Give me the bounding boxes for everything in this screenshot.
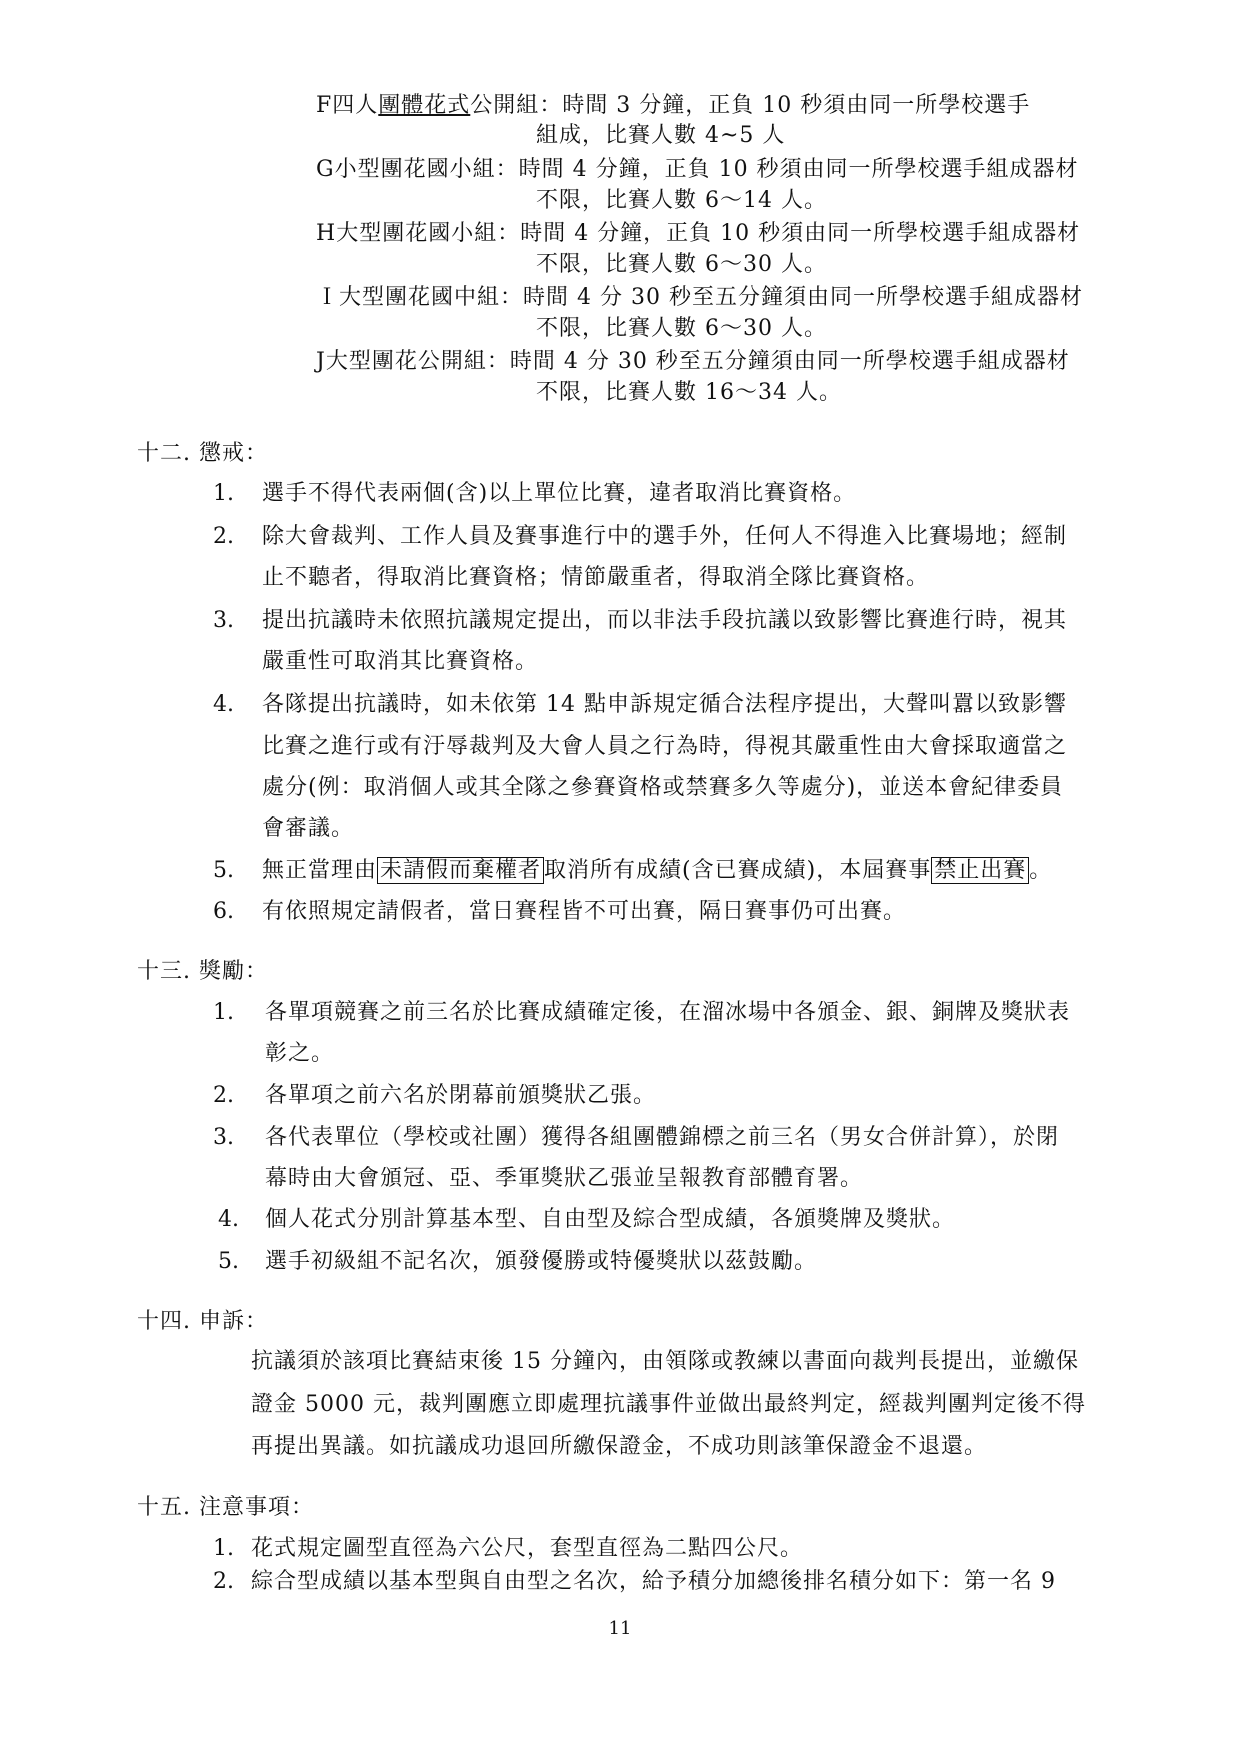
- category-j-line2: 不限，比賽人數 16～34 人。: [536, 380, 842, 405]
- s14-text-3: 再提出異議。如抗議成功退回所繳保證金，不成功則該筆保證金不退還。: [251, 1434, 988, 1459]
- section-13-heading: 十三. 獎勵：: [137, 959, 268, 984]
- category-code: J: [316, 349, 326, 374]
- s13-item1-text-2: 彰之。: [265, 1041, 335, 1066]
- category-name: 大型團花公開組: [325, 349, 487, 374]
- category-name: 大型團花國中組: [339, 285, 501, 310]
- category-code: H: [316, 221, 337, 246]
- category-h-line2: 不限，比賽人數 6～30 人。: [536, 252, 827, 277]
- s12-item4-text-4: 會審議。: [262, 816, 355, 841]
- s15-item2-num: 2.: [213, 1569, 234, 1594]
- s15-item1-text: 花式規定圖型直徑為六公尺，套型直徑為二點四公尺。: [251, 1536, 804, 1561]
- s12-item5-text: [262, 856, 1052, 886]
- s12-item2-text-1: 除大會裁判、工作人員及賽事進行中的選手外，任何人不得進入比賽場地；經制: [262, 524, 1068, 549]
- category-code: F: [316, 93, 333, 118]
- s12-item2-num: 2.: [213, 524, 234, 549]
- s13-item2-num: 2.: [213, 1083, 234, 1108]
- s14-text-2: 證金 5000 元，裁判團應立即處理抗議事件並做出最終判定，經裁判團判定後不得: [251, 1392, 1086, 1417]
- s12-item5-num: 5.: [213, 858, 234, 883]
- s13-item3-text-1: 各代表單位（學校或社團）獲得各組團體錦標之前三名（男女合併計算），於閉: [265, 1125, 1060, 1150]
- category-name: 小型團花國小組: [334, 157, 496, 182]
- s14-text-1: 抗議須於該項比賽結束後 15 分鐘內，由領隊或教練以書面向裁判長提出，並繳保: [251, 1349, 1079, 1374]
- s12-item4-num: 4.: [213, 692, 234, 717]
- s13-item2-text: 各單項之前六名於閉幕前頒獎狀乙張。: [265, 1083, 657, 1108]
- category-name-pre: 四人: [332, 93, 379, 118]
- page-number: 11: [608, 1618, 632, 1639]
- category-name-post: 公開組: [470, 93, 540, 118]
- s13-item3-text-2: 幕時由大會頒冠、亞、季軍獎狀乙張並呈報教育部體育署。: [265, 1166, 864, 1191]
- s13-item1-text-1: 各單項競賽之前三名於比賽成績確定後，在溜冰場中各頒金、銀、銅牌及獎狀表: [265, 1000, 1071, 1025]
- s13-item4-text: 個人花式分別計算基本型、自由型及綜合型成績，各頒獎牌及獎狀。: [265, 1207, 956, 1232]
- s13-item1-num: 1.: [213, 1000, 234, 1025]
- s12-item5-post: 。: [1029, 858, 1053, 883]
- s12-item4-text-3: 處分(例：取消個人或其全隊之參賽資格或禁賽多久等處分)，並送本會紀律委員: [262, 775, 1064, 800]
- section-15-heading: 十五. 注意事項：: [137, 1495, 314, 1520]
- category-desc: ：時間 4 分鐘，正負 10 秒須由同一所學校選手組成器材: [497, 221, 1081, 246]
- s12-item2-text-2: 止不聽者，得取消比賽資格；情節嚴重者，得取消全隊比賽資格。: [262, 565, 930, 590]
- s12-item5-mid: 取消所有成績(含已賽成績)，本屆賽事: [544, 858, 932, 883]
- s12-item5-pre: 無正當理由: [262, 858, 378, 883]
- category-g-line2: 不限，比賽人數 6～14 人。: [536, 188, 827, 213]
- s12-item4-text-1: 各隊提出抗議時，如未依第 14 點申訴規定循合法程序提出，大聲叫囂以致影響: [262, 692, 1067, 717]
- category-g-line1: [316, 155, 1079, 185]
- category-name: 大型團花國小組: [336, 221, 498, 246]
- s13-item5-text: 選手初級組不記名次，頒發優勝或特優獎狀以茲鼓勵。: [265, 1249, 818, 1274]
- s12-item3-text-1: 提出抗議時未依照抗議規定提出，而以非法手段抗議以致影響比賽進行時，視其: [262, 608, 1068, 633]
- s15-item1-num: 1.: [213, 1536, 234, 1561]
- s12-item6-num: 6.: [213, 899, 234, 924]
- category-desc: ：時間 4 分鐘，正負 10 秒須由同一所學校選手組成器材: [495, 157, 1079, 182]
- s12-item1-num: 1.: [213, 481, 234, 506]
- category-i-line2: 不限，比賽人數 6～30 人。: [536, 316, 827, 341]
- s12-item4-text-2: 比賽之進行或有汙辱裁判及大會人員之行為時，得視其嚴重性由大會採取適當之: [262, 734, 1068, 759]
- category-h-line1: [316, 219, 1080, 249]
- s12-item1-text: 選手不得代表兩個(含)以上單位比賽，違者取消比賽資格。: [262, 481, 857, 506]
- category-desc: ：時間 4 分 30 秒至五分鐘須由同一所學校選手組成器材: [486, 349, 1070, 374]
- section-14-heading: 十四. 申訴：: [137, 1309, 268, 1334]
- category-j-line1: [316, 347, 1070, 377]
- category-code: G: [316, 157, 335, 182]
- category-desc: ：時間 3 分鐘，正負 10 秒須由同一所學校選手: [539, 93, 1031, 118]
- category-name-underlined: 團體花式: [378, 93, 471, 118]
- s12-item6-text: 有依照規定請假者，當日賽程皆不可出賽，隔日賽事仍可出賽。: [262, 899, 907, 924]
- category-f-line1: [316, 91, 1030, 121]
- s12-item3-text-2: 嚴重性可取消其比賽資格。: [262, 649, 539, 674]
- category-f-line2: 組成，比賽人數 4~5 人: [536, 123, 786, 148]
- category-i-line1: [316, 283, 1083, 313]
- s13-item5-num: 5.: [218, 1249, 239, 1274]
- s12-item5-box2: 禁止出賽: [931, 857, 1029, 884]
- s13-item4-num: 4.: [218, 1207, 239, 1232]
- category-code: Ｉ: [316, 285, 340, 310]
- s15-item2-text: 綜合型成績以基本型與自由型之名次，給予積分加總後排名積分如下：第一名 9: [251, 1569, 1056, 1594]
- s13-item3-num: 3.: [213, 1125, 234, 1150]
- s12-item5-box1: 未請假而棄權者: [377, 857, 544, 884]
- category-desc: ：時間 4 分 30 秒至五分鐘須由同一所學校選手組成器材: [500, 285, 1083, 310]
- s12-item3-num: 3.: [213, 608, 234, 633]
- section-12-heading: 十二. 懲戒：: [137, 441, 268, 466]
